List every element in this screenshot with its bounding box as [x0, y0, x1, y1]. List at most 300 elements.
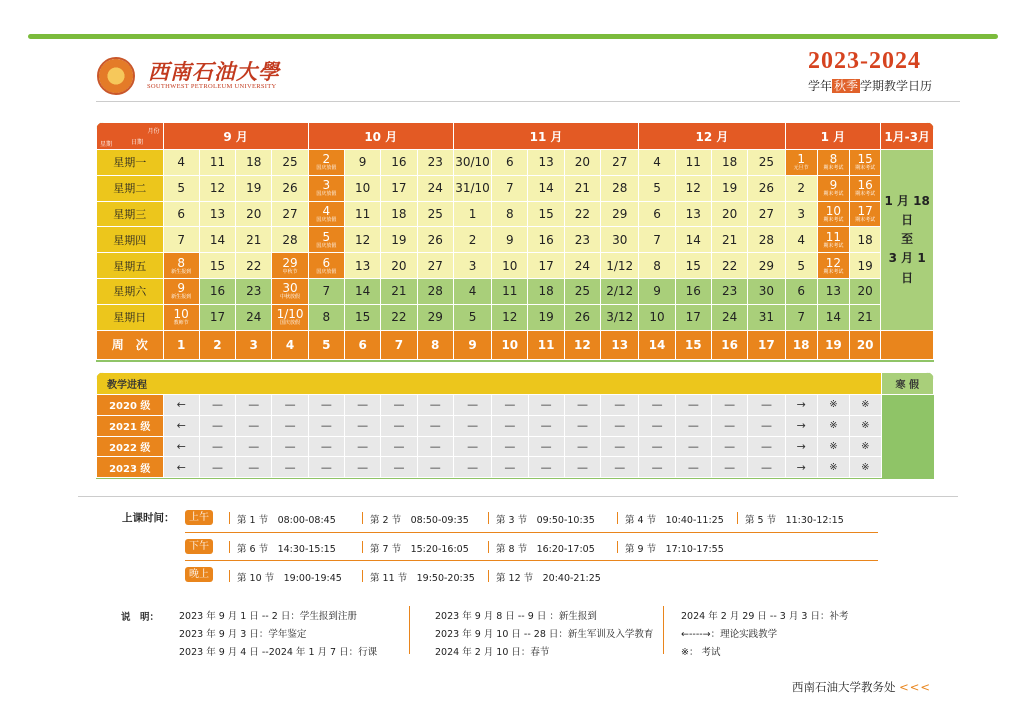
progress-cell: — [199, 436, 235, 457]
weekday-label: 星期四 [97, 227, 164, 253]
calendar-table [96, 122, 934, 362]
weekday-row [97, 253, 934, 279]
progress-cell: — [199, 457, 235, 478]
progress-cell: → [785, 395, 817, 416]
class-period: 第 11 节 19:50-20:35 [370, 573, 475, 584]
week-number: 20 [850, 330, 881, 359]
progress-cell: — [675, 415, 711, 436]
progress-cell: — [345, 457, 381, 478]
day-cell: 10 [639, 304, 675, 330]
month-header: 11 月 [453, 123, 639, 150]
day-cell: 27 [601, 150, 639, 176]
day-cell: 5 [785, 253, 817, 279]
progress-row [97, 436, 934, 457]
day-cell: 3/12 [601, 304, 639, 330]
day-cell: 21 [564, 175, 600, 201]
month-header: 10 月 [308, 123, 453, 150]
day-cell: 2 [453, 227, 491, 253]
week-number: 19 [817, 330, 849, 359]
progress-cell: — [453, 457, 491, 478]
weekday-row [97, 304, 934, 330]
day-cell: 1 [453, 201, 491, 227]
progress-cell: — [492, 436, 528, 457]
week-number: 2 [199, 330, 235, 359]
progress-cell: — [748, 395, 785, 416]
day-cell: 25 [748, 150, 785, 176]
weekday-label: 星期二 [97, 175, 164, 201]
week-number: 10 [492, 330, 528, 359]
progress-cell: — [417, 457, 453, 478]
month-header: 1 月 [785, 123, 881, 150]
weekday-label: 星期一 [97, 150, 164, 176]
day-cell: 12 [344, 227, 380, 253]
week-number: 16 [711, 330, 747, 359]
day-cell: 8 新生报到 [163, 253, 199, 279]
progress-cell: — [417, 395, 453, 416]
progress-cell: — [712, 415, 748, 436]
day-cell: 14 [675, 227, 711, 253]
day-cell: 18 [711, 150, 747, 176]
progress-row [97, 415, 934, 436]
progress-cell: — [564, 457, 600, 478]
day-cell: 17 期末考试 [850, 201, 881, 227]
schedule-separator [617, 541, 618, 553]
day-cell: 24 [564, 253, 600, 279]
university-seal-logo [97, 57, 135, 95]
exam-marker: ※ [850, 395, 881, 416]
progress-cell: — [236, 457, 272, 478]
day-cell: 16 [675, 278, 711, 304]
note-item: 2023 年 9 月 8 日 -- 9 日 ：新生报到 [435, 611, 597, 622]
class-period: 第 3 节 09:50-10:35 [496, 515, 595, 526]
day-cell: 12 [199, 175, 235, 201]
day-cell: 4 [163, 150, 199, 176]
day-cell: 27 [417, 253, 453, 279]
day-cell: 22 [381, 304, 417, 330]
day-cell: 20 [564, 150, 600, 176]
footer-office: 西南石油大学教务处 <<< [792, 680, 932, 694]
afternoon-badge: 下午 [185, 539, 213, 554]
progress-cell: — [528, 457, 564, 478]
day-note: 期末考试 [823, 165, 844, 172]
day-cell: 4 [785, 227, 817, 253]
class-period: 第 2 节 08:50-09:35 [370, 515, 469, 526]
progress-cell: — [272, 395, 308, 416]
week-label: 周 次 [97, 330, 164, 359]
exam-marker: ※ [850, 436, 881, 457]
note-item: ※： 考试 [681, 647, 721, 658]
class-time-label: 上课时间： [122, 512, 175, 524]
day-cell: 15 [199, 253, 235, 279]
progress-cell: — [528, 395, 564, 416]
day-cell: 23 [711, 278, 747, 304]
day-cell: 12 [492, 304, 528, 330]
weekday-row [97, 150, 934, 176]
day-cell: 11 [344, 201, 380, 227]
day-cell: 14 [344, 278, 380, 304]
note-item: 2023 年 9 月 1 日 -- 2 日：学生报到注册 [179, 611, 357, 622]
day-cell: 30/10 [453, 150, 491, 176]
day-cell: 16 [381, 150, 417, 176]
week-number: 5 [308, 330, 344, 359]
day-cell: 24 [417, 175, 453, 201]
progress-cell: — [236, 395, 272, 416]
day-cell: 26 [417, 227, 453, 253]
day-cell: 12 期末考试 [817, 253, 849, 279]
day-cell: 25 [564, 278, 600, 304]
schedule-separator [737, 512, 738, 524]
class-period: 第 7 节 15:20-16:05 [370, 544, 469, 555]
day-cell: 21 [850, 304, 881, 330]
day-cell: 14 [528, 175, 564, 201]
day-cell: 14 [817, 304, 849, 330]
schedule-separator [488, 570, 489, 582]
week-number-empty [881, 330, 934, 359]
day-cell: 29 [601, 201, 639, 227]
progress-cell: — [639, 395, 675, 416]
schedule-separator [229, 541, 230, 553]
progress-cell: — [748, 415, 785, 436]
progress-cell: — [308, 415, 344, 436]
day-cell: 20 [236, 201, 272, 227]
day-note: 国庆放假 [316, 216, 337, 223]
day-cell: 17 [675, 304, 711, 330]
day-cell: 20 [850, 278, 881, 304]
day-cell: 22 [711, 253, 747, 279]
week-number: 1 [163, 330, 199, 359]
day-cell: 27 [272, 201, 308, 227]
progress-cell: → [785, 436, 817, 457]
day-note: 期末考试 [823, 242, 844, 249]
exam-marker: ※ [817, 436, 849, 457]
day-cell: 11 期末考试 [817, 227, 849, 253]
week-number: 15 [675, 330, 711, 359]
day-cell: 12 [675, 175, 711, 201]
day-cell: 18 [850, 227, 881, 253]
day-cell: 9 期末考试 [817, 175, 849, 201]
day-note: 期末考试 [823, 268, 844, 275]
progress-cell: — [199, 415, 235, 436]
day-cell: 2 [785, 175, 817, 201]
day-cell: 30 [601, 227, 639, 253]
day-cell: 6 [639, 201, 675, 227]
grade-level: 2023 级 [97, 457, 164, 478]
progress-cell: — [308, 457, 344, 478]
day-note: 中秋节 [282, 268, 298, 275]
progress-cell: — [453, 436, 491, 457]
progress-cell: — [417, 436, 453, 457]
progress-cell: — [272, 457, 308, 478]
day-cell: 13 [817, 278, 849, 304]
day-cell: 25 [417, 201, 453, 227]
progress-title: 教学进程 [97, 373, 882, 395]
week-number: 6 [344, 330, 380, 359]
day-cell: 19 [528, 304, 564, 330]
schedule-separator [229, 512, 230, 524]
weekday-label: 星期六 [97, 278, 164, 304]
schedule-separator [362, 512, 363, 524]
week-number: 4 [272, 330, 308, 359]
day-note: 国庆放假 [316, 268, 337, 275]
month-header: 12 月 [639, 123, 785, 150]
progress-cell: — [601, 457, 639, 478]
weekday-row [97, 278, 934, 304]
progress-row [97, 395, 934, 416]
day-cell: 11 [199, 150, 235, 176]
week-number: 14 [639, 330, 675, 359]
exam-marker: ※ [850, 415, 881, 436]
day-cell: 29 中秋节 [272, 253, 308, 279]
day-cell: 31/10 [453, 175, 491, 201]
day-note: 期末考试 [823, 191, 844, 198]
day-cell: 24 [711, 304, 747, 330]
day-cell: 23 [564, 227, 600, 253]
day-cell: 8 [492, 201, 528, 227]
schedule-separator [488, 512, 489, 524]
schedule-divider [185, 560, 878, 561]
day-cell: 3 [785, 201, 817, 227]
progress-cell: — [381, 436, 417, 457]
progress-cell: — [492, 395, 528, 416]
day-cell: 8 期末考试 [817, 150, 849, 176]
progress-cell: — [345, 415, 381, 436]
progress-cell: — [528, 436, 564, 457]
notes-label: 说 明： [121, 612, 160, 623]
day-cell: 5 国庆放假 [308, 227, 344, 253]
day-cell: 17 [381, 175, 417, 201]
morning-badge: 上午 [185, 510, 213, 525]
day-cell: 4 [453, 278, 491, 304]
progress-cell: — [381, 415, 417, 436]
notes-divider [409, 606, 410, 654]
day-cell: 6 [163, 201, 199, 227]
week-number: 9 [453, 330, 491, 359]
day-note: 新生报到 [171, 268, 192, 275]
exam-marker: ※ [817, 395, 849, 416]
university-name-cn: 西南石油大學 [148, 59, 280, 84]
note-item: 2023 年 9 月 4 日 --2024 年 1 月 7 日：行课 [179, 647, 378, 658]
progress-cell: — [675, 395, 711, 416]
calendar-subtitle: 学年 秋季 学期教学日历 [808, 79, 933, 93]
progress-cell: — [712, 395, 748, 416]
day-cell: 6 [492, 150, 528, 176]
progress-cell: → [785, 457, 817, 478]
day-note: 期末考试 [855, 191, 876, 198]
progress-cell: — [381, 457, 417, 478]
day-cell: 18 [236, 150, 272, 176]
day-cell: 13 [675, 201, 711, 227]
class-period: 第 1 节 08:00-08:45 [237, 515, 336, 526]
week-number: 7 [381, 330, 417, 359]
class-period: 第 4 节 10:40-11:25 [625, 515, 724, 526]
day-cell: 19 [711, 175, 747, 201]
month-header-row [97, 123, 934, 150]
week-number: 11 [528, 330, 564, 359]
day-cell: 5 [639, 175, 675, 201]
day-cell: 21 [711, 227, 747, 253]
day-cell: 7 [308, 278, 344, 304]
day-cell: 2 国庆放假 [308, 150, 344, 176]
week-number: 13 [601, 330, 639, 359]
day-cell: 16 期末考试 [850, 175, 881, 201]
weekday-row [97, 175, 934, 201]
week-number-row [97, 330, 934, 359]
day-cell: 13 [199, 201, 235, 227]
day-cell: 6 [785, 278, 817, 304]
progress-cell: — [199, 395, 235, 416]
progress-cell: — [528, 415, 564, 436]
progress-cell: — [564, 395, 600, 416]
day-cell: 7 [639, 227, 675, 253]
day-cell: 10 期末考试 [817, 201, 849, 227]
progress-cell: ← [163, 457, 199, 478]
day-cell: 17 [528, 253, 564, 279]
weekday-row [97, 227, 934, 253]
note-item: 2024 年 2 月 29 日 -- 3 月 3 日：补考 [681, 611, 849, 622]
day-cell: 25 [272, 150, 308, 176]
day-cell: 31 [748, 304, 785, 330]
progress-cell: — [748, 457, 785, 478]
day-note: 中秋放假 [280, 294, 301, 301]
evening-badge: 晚上 [185, 567, 213, 582]
progress-cell: — [639, 415, 675, 436]
weekday-label: 星期日 [97, 304, 164, 330]
day-note: 国庆放假 [316, 165, 337, 172]
day-cell: 18 [381, 201, 417, 227]
progress-cell: — [564, 436, 600, 457]
weekday-row [97, 201, 934, 227]
day-cell: 26 [564, 304, 600, 330]
progress-cell: — [712, 457, 748, 478]
progress-cell: — [272, 436, 308, 457]
class-period: 第 5 节 11:30-12:15 [745, 515, 844, 526]
day-cell: 17 [199, 304, 235, 330]
week-number: 3 [236, 330, 272, 359]
progress-cell: — [639, 457, 675, 478]
week-number: 17 [748, 330, 785, 359]
day-cell: 24 [236, 304, 272, 330]
note-item: 2023 年 9 月 3 日：学年鉴定 [179, 629, 307, 640]
day-cell: 8 [639, 253, 675, 279]
day-cell: 1/10 国庆放假 [272, 304, 308, 330]
progress-cell: — [453, 415, 491, 436]
schedule-separator [488, 541, 489, 553]
day-cell: 15 期末考试 [850, 150, 881, 176]
winter-break-range: 1 月 18 日 至 3 月 1 日 [881, 150, 934, 331]
progress-cell: — [601, 395, 639, 416]
day-cell: 18 [528, 278, 564, 304]
section-divider [78, 496, 958, 497]
day-cell: 22 [564, 201, 600, 227]
progress-cell: → [785, 415, 817, 436]
progress-cell: — [236, 436, 272, 457]
day-cell: 9 [639, 278, 675, 304]
progress-cell: — [712, 436, 748, 457]
day-cell: 23 [417, 150, 453, 176]
day-cell: 5 [453, 304, 491, 330]
progress-row [97, 457, 934, 478]
week-number: 18 [785, 330, 817, 359]
class-period: 第 6 节 14:30-15:15 [237, 544, 336, 555]
schedule-separator [229, 570, 230, 582]
day-cell: 11 [492, 278, 528, 304]
semester-highlight: 秋季 [834, 79, 859, 93]
day-cell: 29 [748, 253, 785, 279]
day-cell: 7 [785, 304, 817, 330]
day-note: 国庆放假 [316, 191, 337, 198]
weekday-label: 星期三 [97, 201, 164, 227]
day-cell: 10 [344, 175, 380, 201]
day-cell: 15 [344, 304, 380, 330]
day-cell: 10 教师节 [163, 304, 199, 330]
day-cell: 26 [272, 175, 308, 201]
day-note: 期末考试 [823, 216, 844, 223]
progress-cell: ← [163, 415, 199, 436]
day-note: 新生报到 [171, 294, 192, 301]
header-divider [96, 101, 960, 102]
day-cell: 15 [675, 253, 711, 279]
month-header: 1月-3月 [881, 123, 934, 150]
day-cell: 9 新生报到 [163, 278, 199, 304]
weekday-label: 星期五 [97, 253, 164, 279]
schedule-separator [362, 570, 363, 582]
academic-year: 2023-2024 [808, 48, 921, 74]
day-cell: 1/12 [601, 253, 639, 279]
class-period: 第 9 节 17:10-17:55 [625, 544, 724, 555]
day-cell: 19 [381, 227, 417, 253]
day-note: 期末考试 [855, 165, 876, 172]
progress-cell: — [381, 395, 417, 416]
day-cell: 6 国庆放假 [308, 253, 344, 279]
day-cell: 19 [236, 175, 272, 201]
day-cell: 1 元旦节 [785, 150, 817, 176]
day-cell: 28 [272, 227, 308, 253]
grade-level: 2021 级 [97, 415, 164, 436]
day-cell: 20 [711, 201, 747, 227]
day-cell: 21 [381, 278, 417, 304]
winter-break-label: 寒 假 [881, 373, 934, 395]
progress-cell: — [308, 436, 344, 457]
day-cell: 26 [748, 175, 785, 201]
day-cell: 20 [381, 253, 417, 279]
note-item: 2023 年 9 月 10 日 -- 28 日：新生军训及入学教育 [435, 629, 654, 640]
day-note: 期末考试 [855, 216, 876, 223]
day-cell: 15 [528, 201, 564, 227]
progress-cell: — [639, 436, 675, 457]
day-cell: 27 [748, 201, 785, 227]
progress-cell: — [272, 415, 308, 436]
day-cell: 29 [417, 304, 453, 330]
exam-marker: ※ [817, 457, 849, 478]
day-cell: 28 [601, 175, 639, 201]
month-header: 9 月 [163, 123, 308, 150]
day-cell: 9 [492, 227, 528, 253]
progress-cell: ← [163, 395, 199, 416]
grade-level: 2022 级 [97, 436, 164, 457]
progress-cell: ← [163, 436, 199, 457]
progress-cell: — [417, 415, 453, 436]
day-cell: 23 [236, 278, 272, 304]
progress-cell: — [345, 436, 381, 457]
progress-cell: — [345, 395, 381, 416]
exam-marker: ※ [850, 457, 881, 478]
day-cell: 30 [748, 278, 785, 304]
day-cell: 13 [344, 253, 380, 279]
day-cell: 11 [675, 150, 711, 176]
day-cell: 5 [163, 175, 199, 201]
day-cell: 13 [528, 150, 564, 176]
day-cell: 16 [199, 278, 235, 304]
